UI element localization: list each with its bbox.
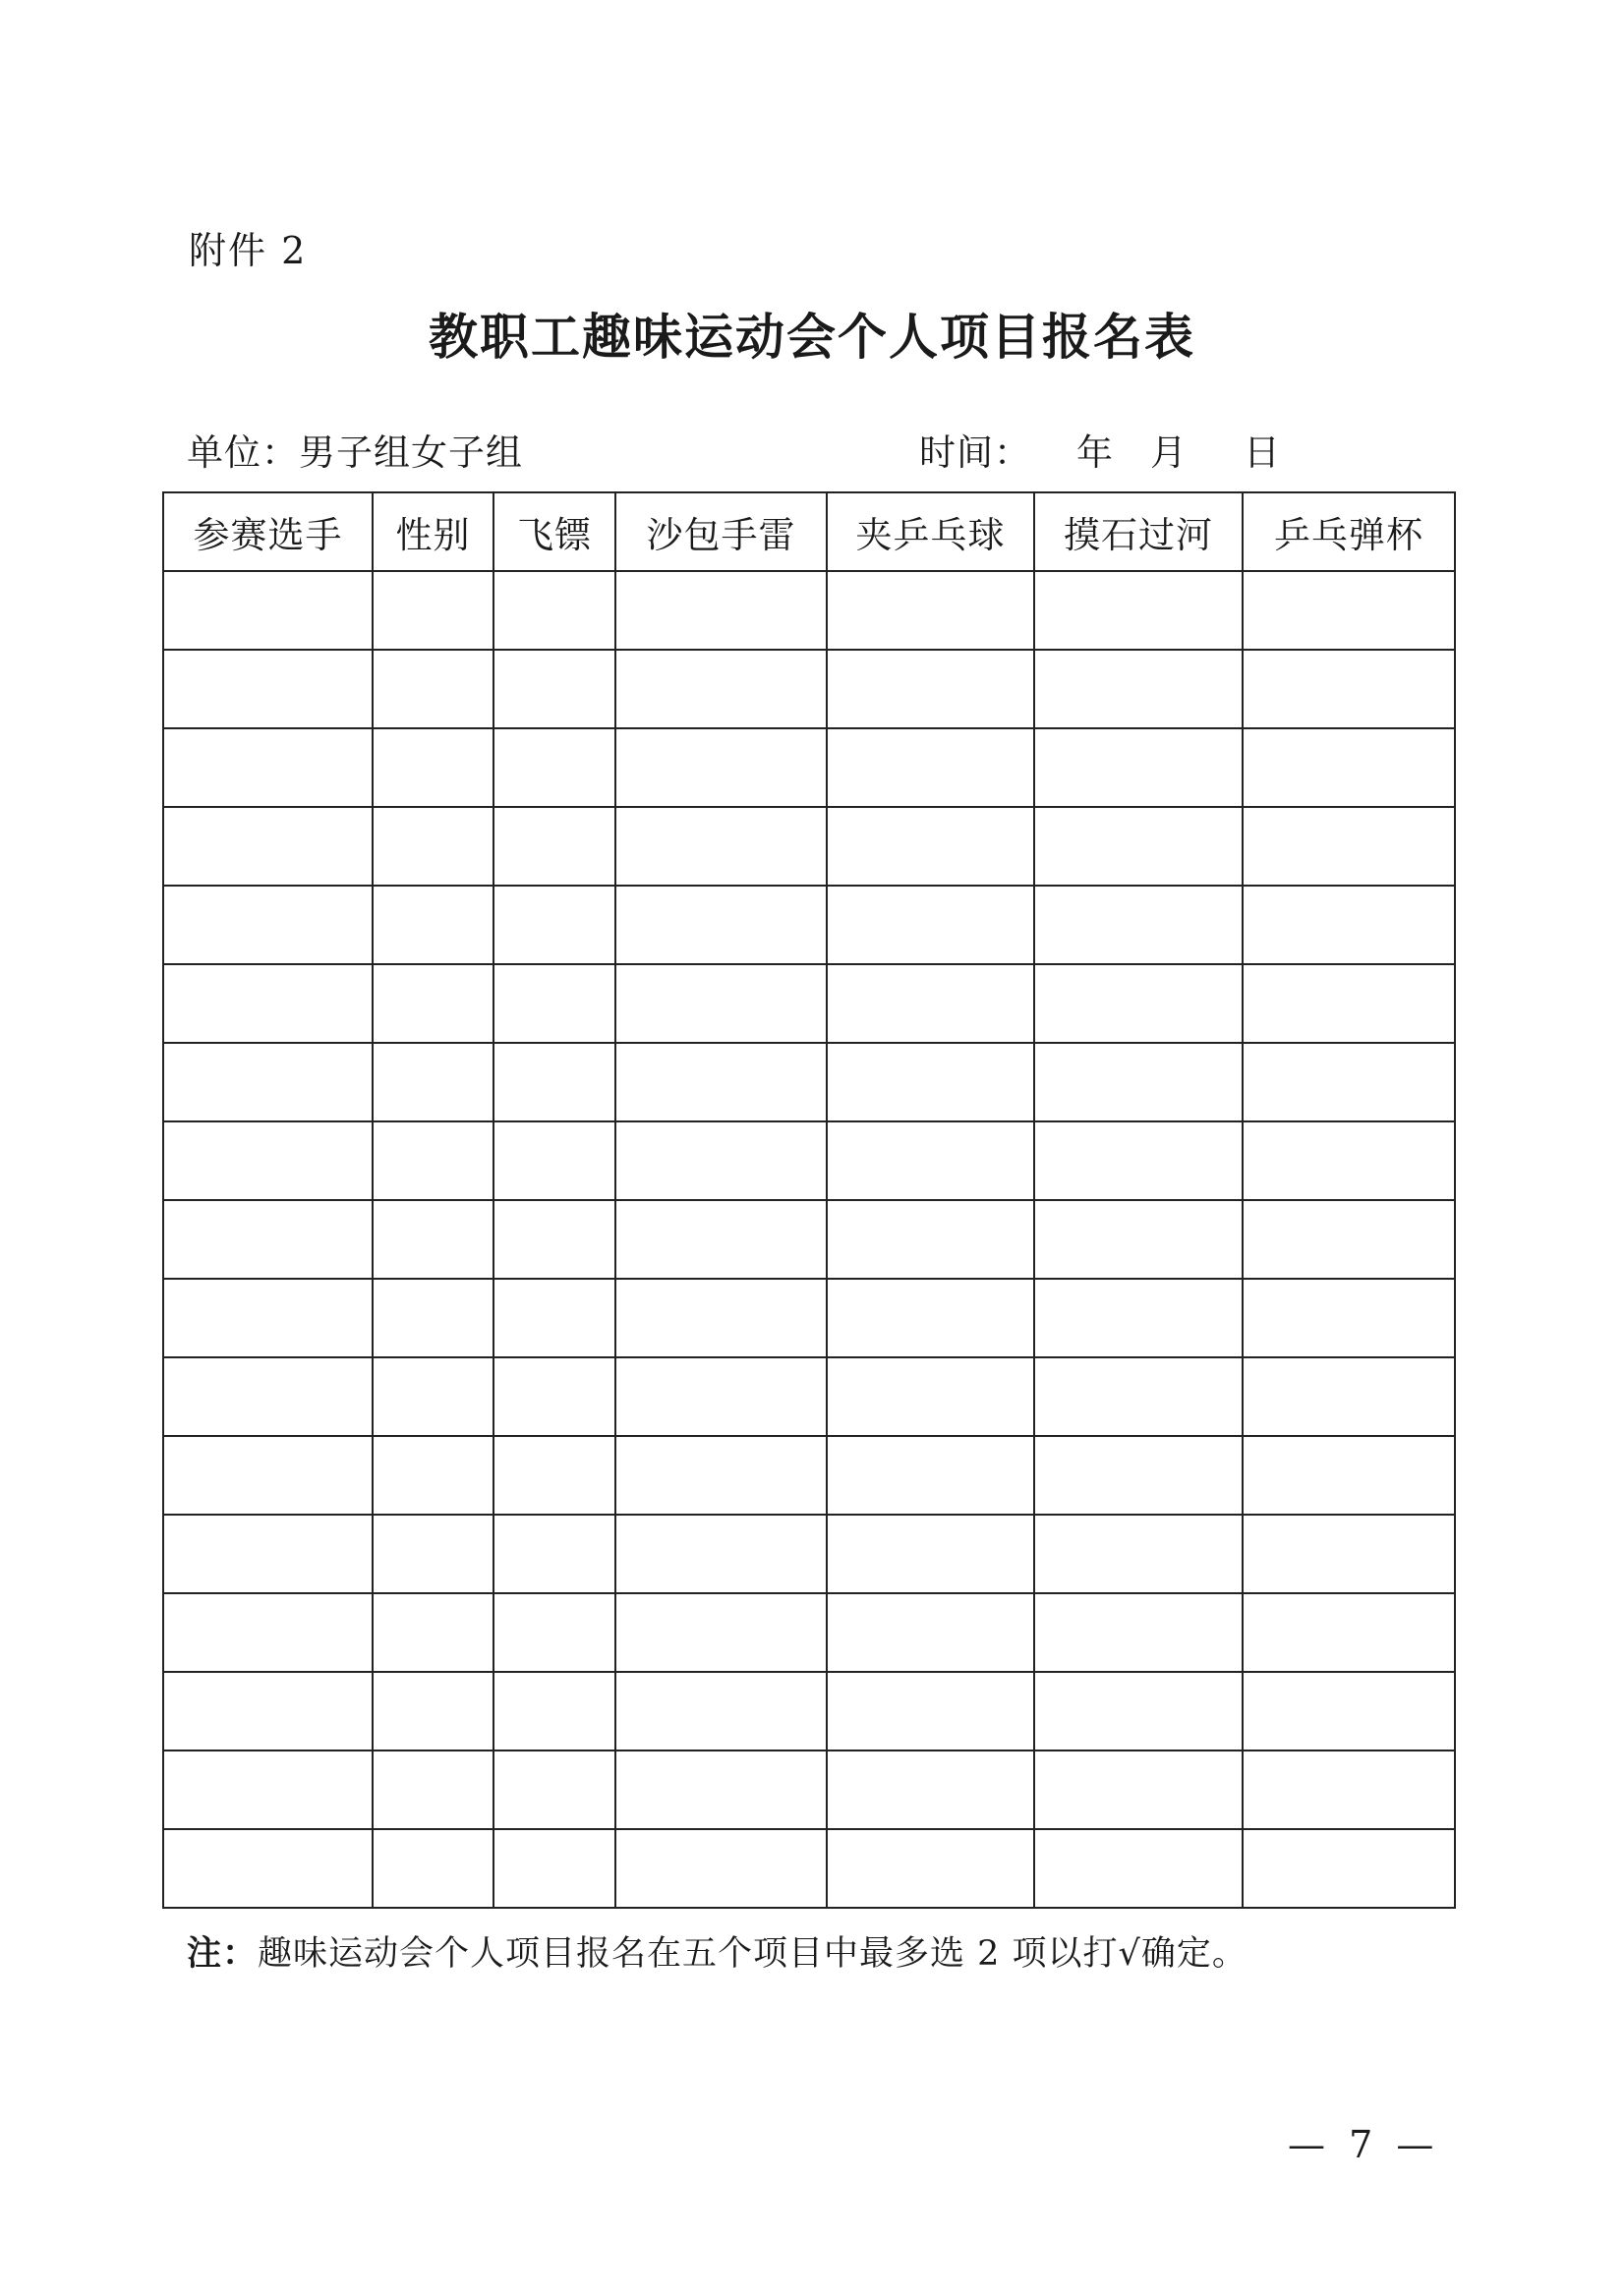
- table-cell[interactable]: [1243, 964, 1455, 1043]
- table-cell[interactable]: [827, 728, 1034, 807]
- table-cell[interactable]: [1243, 1515, 1455, 1593]
- table-cell[interactable]: [163, 1200, 373, 1279]
- table-row: [163, 1515, 1455, 1593]
- table-cell[interactable]: [615, 807, 827, 886]
- table-cell[interactable]: [373, 1121, 493, 1200]
- table-cell[interactable]: [615, 1043, 827, 1121]
- table-cell[interactable]: [373, 650, 493, 728]
- table-cell[interactable]: [827, 1515, 1034, 1593]
- table-cell[interactable]: [827, 964, 1034, 1043]
- table-cell[interactable]: [827, 1121, 1034, 1200]
- table-row: [163, 886, 1455, 964]
- table-row: [163, 1593, 1455, 1672]
- table-row: [163, 1436, 1455, 1515]
- table-cell[interactable]: [615, 571, 827, 650]
- table-cell[interactable]: [493, 1593, 615, 1672]
- table-cell[interactable]: [493, 964, 615, 1043]
- table-cell[interactable]: [373, 1672, 493, 1751]
- table-cell[interactable]: [1243, 1829, 1455, 1908]
- table-cell[interactable]: [493, 1829, 615, 1908]
- column-header-stone-crossing: 摸石过河: [1034, 492, 1243, 571]
- table-cell[interactable]: [373, 1043, 493, 1121]
- table-cell[interactable]: [615, 1515, 827, 1593]
- table-cell[interactable]: [1034, 1200, 1243, 1279]
- table-cell[interactable]: [493, 1751, 615, 1829]
- table-cell[interactable]: [1034, 964, 1243, 1043]
- table-cell[interactable]: [373, 1436, 493, 1515]
- year-label: 年: [1076, 431, 1113, 474]
- table-cell[interactable]: [1243, 728, 1455, 807]
- table-cell[interactable]: [493, 1672, 615, 1751]
- table-cell[interactable]: [1243, 807, 1455, 886]
- table-cell[interactable]: [1243, 1043, 1455, 1121]
- table-cell[interactable]: [493, 650, 615, 728]
- table-cell[interactable]: [163, 1829, 373, 1908]
- table-cell[interactable]: [1243, 1357, 1455, 1436]
- table-cell[interactable]: [827, 1357, 1034, 1436]
- registration-table: [162, 491, 1456, 1909]
- table-cell[interactable]: [373, 1279, 493, 1357]
- table-cell[interactable]: [1034, 571, 1243, 650]
- table-cell[interactable]: [493, 1279, 615, 1357]
- table-cell[interactable]: [493, 728, 615, 807]
- table-cell[interactable]: [1034, 886, 1243, 964]
- table-cell[interactable]: [827, 886, 1034, 964]
- table-row: [163, 728, 1455, 807]
- table-cell[interactable]: [1034, 1593, 1243, 1672]
- table-cell[interactable]: [163, 1357, 373, 1436]
- table-cell[interactable]: [827, 1200, 1034, 1279]
- table-row: [163, 964, 1455, 1043]
- table-row: [163, 1751, 1455, 1829]
- note-text: 趣味运动会个人项目报名在五个项目中最多选 2 项以打√确定。: [258, 1934, 1247, 1974]
- table-cell[interactable]: [1243, 650, 1455, 728]
- table-cell[interactable]: [1243, 571, 1455, 650]
- table-cell[interactable]: [827, 807, 1034, 886]
- table-row: [163, 1829, 1455, 1908]
- column-header-pingpong-pinch: 夹乒乓球: [827, 492, 1034, 571]
- table-row: [163, 1043, 1455, 1121]
- table-cell[interactable]: [373, 728, 493, 807]
- table-cell[interactable]: [163, 1279, 373, 1357]
- table-cell[interactable]: [827, 1043, 1034, 1121]
- page-number: — 7 —: [1288, 2123, 1440, 2166]
- table-cell[interactable]: [163, 964, 373, 1043]
- table-cell[interactable]: [493, 886, 615, 964]
- column-header-sandbag-grenade: 沙包手雷: [615, 492, 827, 571]
- table-cell[interactable]: [493, 1357, 615, 1436]
- table-cell[interactable]: [1243, 1279, 1455, 1357]
- table-cell[interactable]: [1034, 728, 1243, 807]
- table-cell[interactable]: [827, 1593, 1034, 1672]
- column-header-pingpong-cup: 乒乓弹杯: [1243, 492, 1455, 571]
- table-header-row: [163, 492, 1455, 571]
- table-cell[interactable]: [373, 1200, 493, 1279]
- table-cell[interactable]: [493, 1515, 615, 1593]
- table-cell[interactable]: [1034, 1043, 1243, 1121]
- table-cell[interactable]: [1034, 1357, 1243, 1436]
- table-cell[interactable]: [373, 1515, 493, 1593]
- table-row: [163, 1672, 1455, 1751]
- attachment-label: 附件 2: [189, 229, 308, 272]
- table-cell[interactable]: [615, 1200, 827, 1279]
- table-cell[interactable]: [615, 1672, 827, 1751]
- table-cell[interactable]: [827, 1829, 1034, 1908]
- table-cell[interactable]: [163, 571, 373, 650]
- table-cell[interactable]: [373, 1357, 493, 1436]
- table-cell[interactable]: [163, 886, 373, 964]
- table-cell[interactable]: [1034, 807, 1243, 886]
- table-cell[interactable]: [615, 964, 827, 1043]
- table-cell[interactable]: [163, 650, 373, 728]
- table-cell[interactable]: [493, 1200, 615, 1279]
- table-cell[interactable]: [615, 1751, 827, 1829]
- month-label: 月: [1150, 431, 1187, 474]
- table-row: [163, 1357, 1455, 1436]
- table-cell[interactable]: [163, 1593, 373, 1672]
- table-cell[interactable]: [827, 1436, 1034, 1515]
- table-cell[interactable]: [373, 571, 493, 650]
- table-cell[interactable]: [373, 964, 493, 1043]
- table-cell[interactable]: [615, 1593, 827, 1672]
- column-header-gender: 性别: [373, 492, 493, 571]
- table-cell[interactable]: [827, 571, 1034, 650]
- table-cell[interactable]: [1034, 1436, 1243, 1515]
- table-cell[interactable]: [373, 1829, 493, 1908]
- table-cell[interactable]: [493, 1436, 615, 1515]
- note-label: 注：: [187, 1933, 259, 1974]
- table-cell[interactable]: [615, 1436, 827, 1515]
- day-label: 日: [1244, 431, 1280, 474]
- table-row: [163, 571, 1455, 650]
- table-cell[interactable]: [1243, 1121, 1455, 1200]
- table-row: [163, 1200, 1455, 1279]
- table-cell[interactable]: [163, 1515, 373, 1593]
- table-cell[interactable]: [163, 1436, 373, 1515]
- page-title: 教职工趣味运动会个人项目报名表: [429, 308, 1195, 366]
- table-cell[interactable]: [373, 807, 493, 886]
- table-cell[interactable]: [1034, 1829, 1243, 1908]
- table-cell[interactable]: [1034, 1515, 1243, 1593]
- footnote: [187, 1926, 1247, 1976]
- meta-row: [187, 423, 1298, 472]
- unit-label: 单位：男子组女子组: [187, 431, 523, 474]
- table-cell[interactable]: [163, 728, 373, 807]
- table-cell[interactable]: [493, 1043, 615, 1121]
- table-cell[interactable]: [615, 728, 827, 807]
- table-row: [163, 1279, 1455, 1357]
- table-cell[interactable]: [1243, 1672, 1455, 1751]
- table-cell[interactable]: [1034, 650, 1243, 728]
- column-header-darts: 飞镖: [493, 492, 615, 571]
- table-cell[interactable]: [615, 886, 827, 964]
- table-cell[interactable]: [615, 1279, 827, 1357]
- table-cell[interactable]: [1243, 1751, 1455, 1829]
- table-row: [163, 1121, 1455, 1200]
- table-cell[interactable]: [1034, 1672, 1243, 1751]
- table-cell[interactable]: [163, 1043, 373, 1121]
- table-cell[interactable]: [827, 1672, 1034, 1751]
- table-cell[interactable]: [827, 1751, 1034, 1829]
- table-cell[interactable]: [615, 1829, 827, 1908]
- table-cell[interactable]: [163, 1672, 373, 1751]
- table-cell[interactable]: [1243, 886, 1455, 964]
- table-cell[interactable]: [163, 1121, 373, 1200]
- table-cell[interactable]: [827, 650, 1034, 728]
- table-row: [163, 650, 1455, 728]
- table-cell[interactable]: [1243, 1200, 1455, 1279]
- table-cell[interactable]: [373, 1751, 493, 1829]
- table-cell[interactable]: [493, 807, 615, 886]
- table-cell[interactable]: [1034, 1751, 1243, 1829]
- table-cell[interactable]: [493, 571, 615, 650]
- table-body: [163, 571, 1455, 1908]
- column-header-player: 参赛选手: [163, 492, 373, 571]
- table-cell[interactable]: [1243, 1436, 1455, 1515]
- table-cell[interactable]: [493, 1121, 615, 1200]
- time-label: 时间：: [919, 431, 1031, 474]
- table-cell[interactable]: [163, 807, 373, 886]
- table-cell[interactable]: [827, 1279, 1034, 1357]
- table-cell[interactable]: [615, 650, 827, 728]
- table-cell[interactable]: [163, 1751, 373, 1829]
- table-row: [163, 807, 1455, 886]
- table-cell[interactable]: [1034, 1279, 1243, 1357]
- table-cell[interactable]: [373, 1593, 493, 1672]
- table-cell[interactable]: [373, 886, 493, 964]
- table-cell[interactable]: [1243, 1593, 1455, 1672]
- table-cell[interactable]: [1034, 1121, 1243, 1200]
- table-cell[interactable]: [615, 1121, 827, 1200]
- table-cell[interactable]: [615, 1357, 827, 1436]
